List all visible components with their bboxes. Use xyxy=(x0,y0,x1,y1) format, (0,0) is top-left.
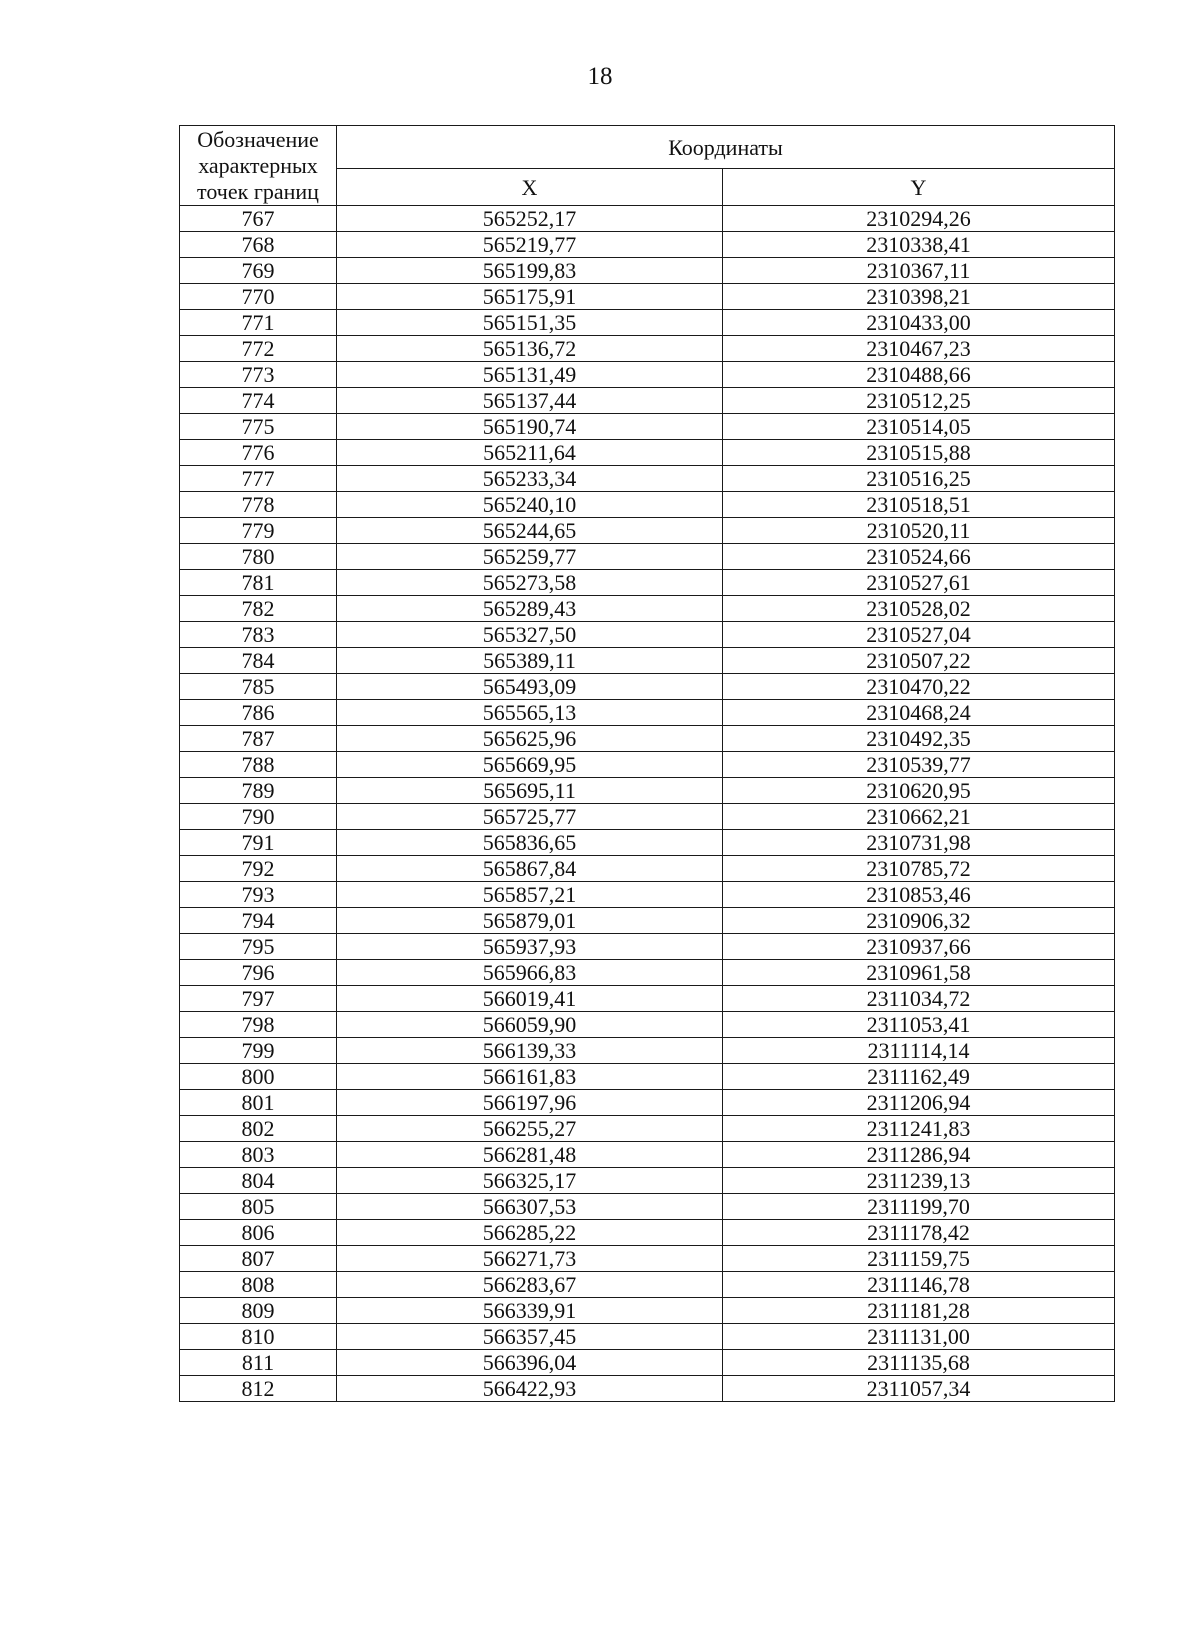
cell-y: 2310620,95 xyxy=(723,778,1115,804)
cell-y: 2310433,00 xyxy=(723,310,1115,336)
cell-point-number: 800 xyxy=(180,1064,337,1090)
table-row xyxy=(180,830,1115,856)
cell-x: 565131,49 xyxy=(337,362,723,388)
table-row xyxy=(180,492,1115,518)
table-row xyxy=(180,362,1115,388)
cell-x: 565725,77 xyxy=(337,804,723,830)
cell-x: 565389,11 xyxy=(337,648,723,674)
table-row xyxy=(180,232,1115,258)
cell-point-number: 804 xyxy=(180,1168,337,1194)
table-row xyxy=(180,986,1115,1012)
table-row xyxy=(180,674,1115,700)
table-row xyxy=(180,336,1115,362)
table-row xyxy=(180,622,1115,648)
cell-y: 2311131,00 xyxy=(723,1324,1115,1350)
cell-y: 2311199,70 xyxy=(723,1194,1115,1220)
cell-point-number: 791 xyxy=(180,830,337,856)
cell-x: 566255,27 xyxy=(337,1116,723,1142)
cell-y: 2310468,24 xyxy=(723,700,1115,726)
cell-x: 565836,65 xyxy=(337,830,723,856)
table-body xyxy=(180,206,1115,1402)
cell-x: 565233,34 xyxy=(337,466,723,492)
table-row xyxy=(180,726,1115,752)
cell-y: 2311286,94 xyxy=(723,1142,1115,1168)
cell-y: 2310528,02 xyxy=(723,596,1115,622)
table-row xyxy=(180,752,1115,778)
table-row xyxy=(180,1142,1115,1168)
cell-y: 2310961,58 xyxy=(723,960,1115,986)
cell-y: 2310785,72 xyxy=(723,856,1115,882)
cell-point-number: 808 xyxy=(180,1272,337,1298)
cell-point-number: 795 xyxy=(180,934,337,960)
cell-point-number: 785 xyxy=(180,674,337,700)
cell-point-number: 797 xyxy=(180,986,337,1012)
table-row xyxy=(180,1116,1115,1142)
cell-x: 565240,10 xyxy=(337,492,723,518)
cell-y: 2310527,04 xyxy=(723,622,1115,648)
cell-x: 565867,84 xyxy=(337,856,723,882)
table-row xyxy=(180,518,1115,544)
cell-y: 2310507,22 xyxy=(723,648,1115,674)
cell-x: 565273,58 xyxy=(337,570,723,596)
cell-point-number: 802 xyxy=(180,1116,337,1142)
cell-point-number: 778 xyxy=(180,492,337,518)
cell-y: 2311162,49 xyxy=(723,1064,1115,1090)
cell-point-number: 781 xyxy=(180,570,337,596)
cell-point-number: 769 xyxy=(180,258,337,284)
cell-point-number: 806 xyxy=(180,1220,337,1246)
cell-x: 565219,77 xyxy=(337,232,723,258)
cell-x: 565137,44 xyxy=(337,388,723,414)
cell-point-number: 774 xyxy=(180,388,337,414)
cell-x: 565327,50 xyxy=(337,622,723,648)
table-row xyxy=(180,960,1115,986)
table-row xyxy=(180,388,1115,414)
cell-x: 565151,35 xyxy=(337,310,723,336)
cell-point-number: 812 xyxy=(180,1376,337,1402)
cell-x: 565879,01 xyxy=(337,908,723,934)
table-row xyxy=(180,440,1115,466)
header-coordinates: Координаты xyxy=(337,126,1115,169)
cell-y: 2310937,66 xyxy=(723,934,1115,960)
table-row xyxy=(180,700,1115,726)
cell-y: 2311114,14 xyxy=(723,1038,1115,1064)
cell-x: 565695,11 xyxy=(337,778,723,804)
table-row xyxy=(180,648,1115,674)
table-row xyxy=(180,1272,1115,1298)
cell-point-number: 810 xyxy=(180,1324,337,1350)
table-row xyxy=(180,1298,1115,1324)
cell-point-number: 787 xyxy=(180,726,337,752)
cell-y: 2311146,78 xyxy=(723,1272,1115,1298)
cell-point-number: 811 xyxy=(180,1350,337,1376)
cell-point-number: 772 xyxy=(180,336,337,362)
table-row xyxy=(180,1376,1115,1402)
cell-y: 2310527,61 xyxy=(723,570,1115,596)
cell-point-number: 768 xyxy=(180,232,337,258)
table-row xyxy=(180,414,1115,440)
cell-y: 2311178,42 xyxy=(723,1220,1115,1246)
cell-y: 2310515,88 xyxy=(723,440,1115,466)
cell-point-number: 792 xyxy=(180,856,337,882)
cell-point-number: 767 xyxy=(180,206,337,232)
cell-point-number: 803 xyxy=(180,1142,337,1168)
cell-y: 2311241,83 xyxy=(723,1116,1115,1142)
table-row xyxy=(180,1064,1115,1090)
table-row xyxy=(180,934,1115,960)
cell-point-number: 799 xyxy=(180,1038,337,1064)
cell-point-number: 784 xyxy=(180,648,337,674)
table-row xyxy=(180,544,1115,570)
cell-x: 565565,13 xyxy=(337,700,723,726)
cell-point-number: 794 xyxy=(180,908,337,934)
cell-x: 566283,67 xyxy=(337,1272,723,1298)
cell-y: 2310492,35 xyxy=(723,726,1115,752)
header-point-label: Обозначение характерных точек границ xyxy=(180,126,337,206)
cell-x: 565966,83 xyxy=(337,960,723,986)
cell-x: 566059,90 xyxy=(337,1012,723,1038)
cell-y: 2310512,25 xyxy=(723,388,1115,414)
table-row xyxy=(180,882,1115,908)
table-row xyxy=(180,596,1115,622)
cell-y: 2310731,98 xyxy=(723,830,1115,856)
cell-point-number: 770 xyxy=(180,284,337,310)
cell-point-number: 793 xyxy=(180,882,337,908)
cell-x: 566281,48 xyxy=(337,1142,723,1168)
cell-x: 566019,41 xyxy=(337,986,723,1012)
cell-y: 2311053,41 xyxy=(723,1012,1115,1038)
cell-point-number: 779 xyxy=(180,518,337,544)
table-row xyxy=(180,570,1115,596)
cell-x: 565252,17 xyxy=(337,206,723,232)
cell-point-number: 809 xyxy=(180,1298,337,1324)
cell-point-number: 805 xyxy=(180,1194,337,1220)
cell-y: 2310488,66 xyxy=(723,362,1115,388)
table-row xyxy=(180,466,1115,492)
cell-y: 2310470,22 xyxy=(723,674,1115,700)
cell-y: 2310338,41 xyxy=(723,232,1115,258)
cell-point-number: 801 xyxy=(180,1090,337,1116)
table-row xyxy=(180,1038,1115,1064)
cell-point-number: 788 xyxy=(180,752,337,778)
table-row xyxy=(180,908,1115,934)
cell-y: 2310906,32 xyxy=(723,908,1115,934)
cell-y: 2311239,13 xyxy=(723,1168,1115,1194)
table-header xyxy=(180,126,1115,206)
cell-y: 2310853,46 xyxy=(723,882,1115,908)
cell-y: 2310398,21 xyxy=(723,284,1115,310)
cell-y: 2311034,72 xyxy=(723,986,1115,1012)
cell-y: 2310516,25 xyxy=(723,466,1115,492)
cell-y: 2310367,11 xyxy=(723,258,1115,284)
cell-y: 2311206,94 xyxy=(723,1090,1115,1116)
cell-point-number: 775 xyxy=(180,414,337,440)
cell-x: 565289,43 xyxy=(337,596,723,622)
cell-x: 565857,21 xyxy=(337,882,723,908)
cell-x: 565190,74 xyxy=(337,414,723,440)
cell-y: 2310520,11 xyxy=(723,518,1115,544)
table-row xyxy=(180,778,1115,804)
cell-x: 566139,33 xyxy=(337,1038,723,1064)
cell-x: 566285,22 xyxy=(337,1220,723,1246)
cell-x: 565625,96 xyxy=(337,726,723,752)
table-row xyxy=(180,804,1115,830)
cell-point-number: 783 xyxy=(180,622,337,648)
table-row xyxy=(180,1194,1115,1220)
table-row xyxy=(180,856,1115,882)
cell-x: 566357,45 xyxy=(337,1324,723,1350)
table-row xyxy=(180,284,1115,310)
cell-point-number: 790 xyxy=(180,804,337,830)
header-y: Y xyxy=(723,169,1115,206)
cell-y: 2310539,77 xyxy=(723,752,1115,778)
cell-x: 565244,65 xyxy=(337,518,723,544)
cell-x: 565259,77 xyxy=(337,544,723,570)
cell-x: 566161,83 xyxy=(337,1064,723,1090)
cell-x: 565493,09 xyxy=(337,674,723,700)
cell-point-number: 786 xyxy=(180,700,337,726)
table-row xyxy=(180,1324,1115,1350)
cell-x: 566325,17 xyxy=(337,1168,723,1194)
cell-x: 565669,95 xyxy=(337,752,723,778)
cell-y: 2310662,21 xyxy=(723,804,1115,830)
coordinates-table xyxy=(179,125,1115,1402)
cell-y: 2311135,68 xyxy=(723,1350,1115,1376)
cell-x: 565199,83 xyxy=(337,258,723,284)
cell-y: 2310294,26 xyxy=(723,206,1115,232)
cell-y: 2310524,66 xyxy=(723,544,1115,570)
cell-point-number: 782 xyxy=(180,596,337,622)
table-row xyxy=(180,1350,1115,1376)
table-row xyxy=(180,310,1115,336)
cell-x: 565136,72 xyxy=(337,336,723,362)
cell-point-number: 789 xyxy=(180,778,337,804)
cell-x: 565937,93 xyxy=(337,934,723,960)
table-row xyxy=(180,1246,1115,1272)
cell-x: 565211,64 xyxy=(337,440,723,466)
table-row xyxy=(180,258,1115,284)
cell-x: 566339,91 xyxy=(337,1298,723,1324)
cell-point-number: 780 xyxy=(180,544,337,570)
cell-x: 566307,53 xyxy=(337,1194,723,1220)
cell-x: 566422,93 xyxy=(337,1376,723,1402)
table-row xyxy=(180,1168,1115,1194)
cell-x: 565175,91 xyxy=(337,284,723,310)
cell-point-number: 777 xyxy=(180,466,337,492)
cell-point-number: 771 xyxy=(180,310,337,336)
header-x: X xyxy=(337,169,723,206)
cell-y: 2310467,23 xyxy=(723,336,1115,362)
cell-x: 566271,73 xyxy=(337,1246,723,1272)
cell-y: 2311181,28 xyxy=(723,1298,1115,1324)
cell-x: 566197,96 xyxy=(337,1090,723,1116)
cell-point-number: 798 xyxy=(180,1012,337,1038)
cell-y: 2311057,34 xyxy=(723,1376,1115,1402)
page-number: 18 xyxy=(587,63,613,90)
table-row xyxy=(180,1012,1115,1038)
cell-y: 2311159,75 xyxy=(723,1246,1115,1272)
cell-y: 2310514,05 xyxy=(723,414,1115,440)
cell-x: 566396,04 xyxy=(337,1350,723,1376)
table-row xyxy=(180,206,1115,232)
cell-point-number: 796 xyxy=(180,960,337,986)
cell-point-number: 773 xyxy=(180,362,337,388)
table-row xyxy=(180,1220,1115,1246)
cell-point-number: 776 xyxy=(180,440,337,466)
table-row xyxy=(180,1090,1115,1116)
cell-point-number: 807 xyxy=(180,1246,337,1272)
cell-y: 2310518,51 xyxy=(723,492,1115,518)
